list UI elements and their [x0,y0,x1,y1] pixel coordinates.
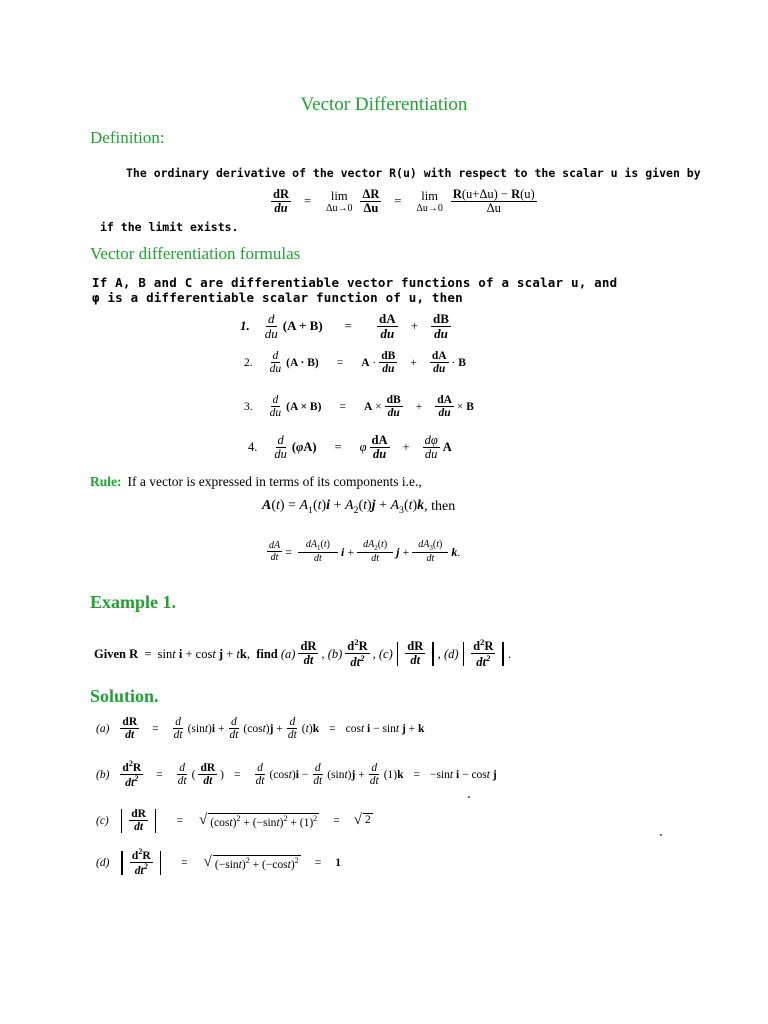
formula-cross-product: 3. $\frac{d}{du}$ (A × B) = A × $\frac{dB}{du}$ + $\frac{dA}{du}$ × B [244,394,474,420]
solution-part-b: (b) $\frac{d^2R}{dt^2}$ = $\frac{d}{dt}$ ( $\frac{dR}{dt}$ ) = $\frac{d}{dt}$ (cos t ) i − $\frac{d}{dt}$ (sin t ) j + $\frac{d}{dt}$ (1) k = −sin t i − cos t j [96,759,497,789]
part-label: (d) [96,856,110,869]
part-label: (a) [96,722,110,735]
example-heading: Example 1. [90,592,177,612]
formula-scalar-product: 4. $\frac{d}{du}$ (φA) = φ $\frac{dA}{du}$ + $\frac{d\varphi}{du}$ A [248,433,452,462]
scan-speck [660,834,662,836]
solution-part-a: (a) $\frac{dR}{dt}$ = $\frac{d}{dt}$ (sin t ) i + $\frac{d}{dt}$ (cos t ) j + $\frac{d}{dt}$ ( t ) k = cos t i − sin t j + k [96,716,425,742]
solution-heading: Solution. [90,686,159,706]
example-given: Given [94,646,126,661]
example-statement: Given R = sin t i + cos t j + t k , find (a) $\frac{dR}{dt}$ , (b) $\frac{d^2R}{dt^2}$ , (c) $\frac{dR}{dt}$ , (d) $\frac{d^2R}{dt^2}$ . [94,637,512,670]
example-find: find [256,646,278,661]
rule-derivative-equation: $\frac{dA}{dt}$ = $\frac{dA_1(t)}{dt}$ i + $\frac{dA_2(t)}{dt}$ j + $\frac{dA_3(t)}{dt}$ k . [269,539,461,565]
rule-components-equation: $A(t) = A_1(t)i + A_2(t)j + A_3(t)k$ , then [262,498,456,516]
solution-part-d: (d) $\frac{d^2R}{dt^2}$ = √ $(-\sin t)^2 + (-\cos t)^2$ = 1 [96,847,341,877]
page-title: Vector Differentiation [300,94,468,115]
formula-number: 4. [248,440,258,455]
rule-line [90,474,422,490]
part-label: (b) [96,768,110,781]
scan-speck [468,796,470,798]
formulas-intro-line1: If A, B and C are differentiable vector functions of a scalar u, and [92,275,618,290]
definition-heading: Definition: [90,128,165,147]
formula-number: 2. [244,356,253,369]
formula-number: 3. [244,400,253,413]
rule-then: , then [424,498,456,514]
formula-sum: 1. $\frac{d}{du}$ (A + B) = $\frac{dA}{du}$ + $\frac{dB}{du}$ [240,311,449,341]
formula-number: 1. [240,318,250,334]
formulas-heading: Vector differentiation formulas [90,244,301,263]
solution-part-c: (c) $\frac{dR}{dt}$ = √ $(\cos t)^2 + (-\sin t)^2 + (1)^2$ = √ 2 [96,808,371,834]
formulas-intro-line2: φ is a differentiable scalar function of u, then [92,290,463,305]
derivative-definition-equation: $\frac{dR}{du}$ = lim Δu→0 $\frac{\Delta R}{\Delta u}$ = lim Δu→0 $\frac{R(u+\Delta u) - R(u)}{\Delta u}$ [273,187,535,216]
definition-text: The ordinary derivative of the vector R(u) with respect to the scalar u is given by [126,166,701,180]
rule-label: Rule: [90,474,122,489]
formula-dot-product: 2. $\frac{d}{du}$ (A · B) = A · $\frac{dB}{du}$ + $\frac{dA}{du}$ · B [244,350,466,376]
part-label: (c) [96,814,109,827]
limit-note: if the limit exists. [100,220,239,234]
rule-text: If a vector is expressed in terms of its components i.e., [127,474,422,489]
